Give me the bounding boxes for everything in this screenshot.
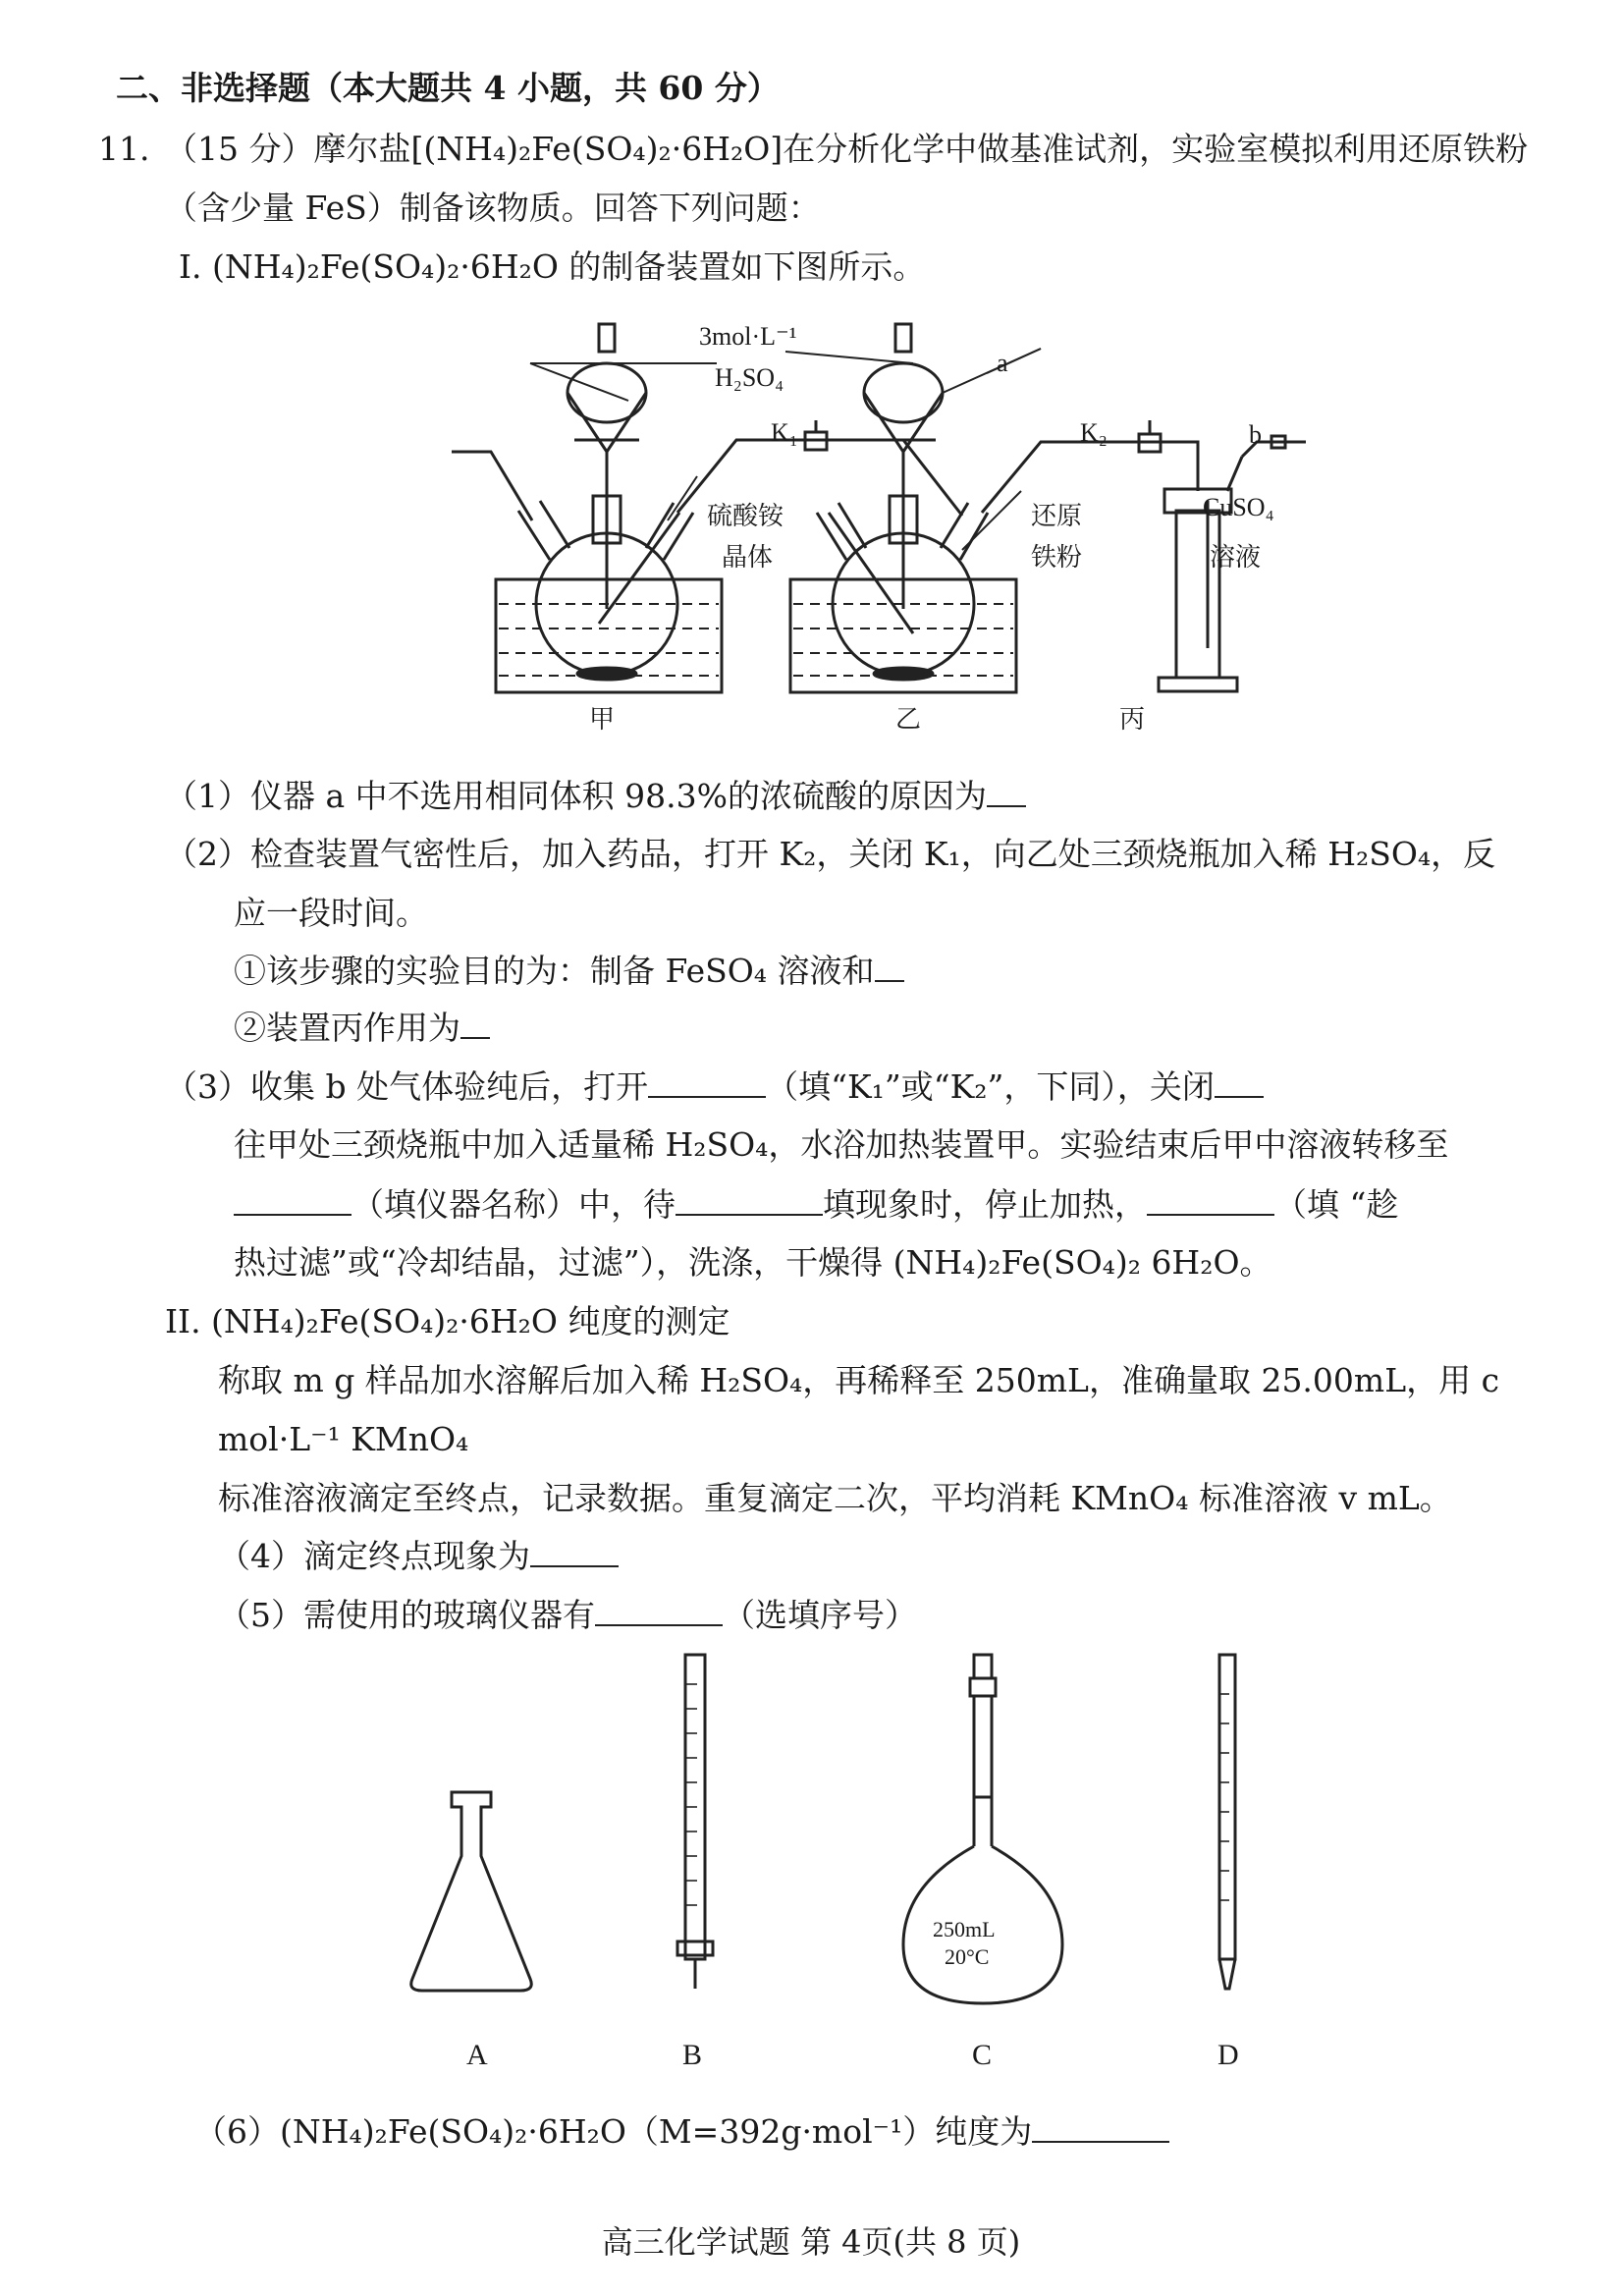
subquestion-2-part2: ②装置丙作用为 xyxy=(234,1008,490,1048)
salt-label-2: 晶体 xyxy=(722,543,774,572)
section-header: 二、非选择题（本大题共 4 小题，共 60 分） xyxy=(116,69,780,107)
q11-intro-line2: （含少量 FeS）制备该物质。回答下列问题： xyxy=(165,189,821,227)
subquestion-3-line3: （填仪器名称）中，待 填现象时，停止加热， （填 “趁 xyxy=(234,1184,1398,1225)
salt-label-1: 硫酸铵 xyxy=(707,502,784,530)
subquestion-2-line1: （2）检查装置气密性后，加入药品，打开 K₂，关闭 K₁，向乙处三颈烧瓶加入稀 H₂SO₄，反 xyxy=(165,835,1496,873)
option-d-label: D xyxy=(1217,2039,1239,2071)
subquestion-3-line2: 往甲处三颈烧瓶中加入适量稀 H₂SO₄，水浴加热装置甲。实验结束后甲中溶液转移至 xyxy=(234,1125,1449,1164)
subquestion-6: （6）(NH₄)₂Fe(SO₄)₂·6H₂O（M=392g·mol⁻¹）纯度为 xyxy=(194,2111,1169,2152)
page-footer: 高三化学试题 第 4页(共 8 页) xyxy=(601,2223,1021,2261)
part2-line1: 称取 m g 样品加水溶解后加入稀 H₂SO₄，再稀释至 250mL，准确量取 25.00mL，用 c xyxy=(218,1361,1500,1399)
subquestion-2-part1: ①该步骤的实验目的为：制备 FeSO₄ 溶液和 xyxy=(234,951,904,991)
subquestion-4: （4）滴定终点现象为 xyxy=(218,1536,619,1576)
outlet-b-label: b xyxy=(1249,420,1262,449)
option-a-label: A xyxy=(466,2039,488,2071)
device-jia-label: 甲 xyxy=(589,705,616,734)
subquestion-5: （5）需使用的玻璃仪器有 （选填序号） xyxy=(218,1596,917,1634)
subquestion-3-line4: 热过滤”或“冷却结晶，过滤”），洗涤，干燥得 (NH₄)₂Fe(SO₄)₂ 6H₂O。 xyxy=(234,1243,1272,1282)
iron-label-1: 还原 xyxy=(1031,502,1083,530)
part2-title: II. (NH₄)₂Fe(SO₄)₂·6H₂O 纯度的测定 xyxy=(165,1302,730,1340)
valve-k2-label: K₂ xyxy=(1080,418,1108,447)
apparatus-diagram xyxy=(452,295,1316,727)
flask-volume-label: 250mL xyxy=(933,1917,996,1941)
subquestion-1: （1）仪器 a 中不选用相同体积 98.3%的浓硫酸的原因为 xyxy=(165,776,1026,816)
acid-formula-label: H₂SO₄ xyxy=(715,363,784,392)
glassware-figures xyxy=(373,1635,1335,2048)
part2-line3: 标准溶液滴定至终点，记录数据。重复滴定二次，平均消耗 KMnO₄ 标准溶液 v mL。 xyxy=(218,1479,1452,1517)
acid-concentration-label: 3mol·L⁻¹ xyxy=(699,322,797,351)
cuso4-label-1: CuSO₄ xyxy=(1203,493,1274,521)
device-yi-label: 乙 xyxy=(895,705,922,734)
option-c-label: C xyxy=(972,2039,993,2071)
option-b-label: B xyxy=(682,2039,703,2071)
question-number: 11. xyxy=(98,130,150,168)
subquestion-3-line1: （3）收集 b 处气体验纯后，打开 （填“K₁”或“K₂”，下同），关闭 xyxy=(165,1066,1264,1107)
iron-label-2: 铁粉 xyxy=(1031,543,1083,572)
q11-intro-line1: （15 分）摩尔盐[(NH₄)₂Fe(SO₄)₂·6H₂O]在分析化学中做基准试剂，实验室模拟利用还原铁粉 xyxy=(165,130,1529,168)
cuso4-label-2: 溶液 xyxy=(1210,543,1262,572)
flask-temperature-label: 20°C xyxy=(945,1944,990,1969)
device-bing-label: 丙 xyxy=(1119,705,1146,734)
subquestion-2-line2: 应一段时间。 xyxy=(234,894,428,932)
part2-line2: mol·L⁻¹ KMnO₄ xyxy=(218,1420,469,1458)
instrument-a-label: a xyxy=(997,349,1008,377)
part1-title: I. (NH₄)₂Fe(SO₄)₂·6H₂O 的制备装置如下图所示。 xyxy=(179,247,926,286)
valve-k1-label: K₁ xyxy=(771,418,798,447)
